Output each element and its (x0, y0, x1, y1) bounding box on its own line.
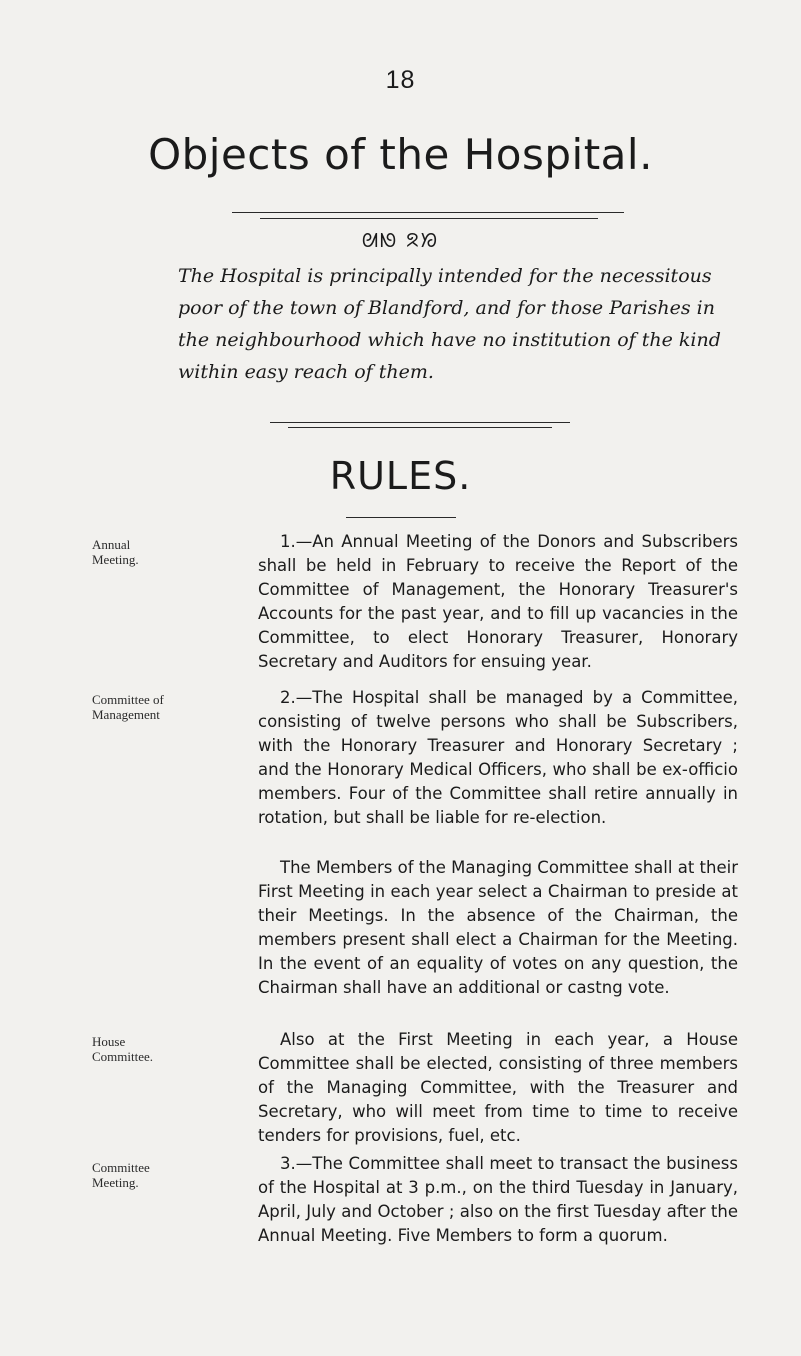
side-note-committee-of-management: Committee of Management (92, 692, 164, 722)
rule-2-paragraph: 2.—The Hospital shall be managed by a Committee, consisting of twelve persons who shall be Subscribers, with the Honorary Treasurer and Honorary Secretary ; and the Honorary Medical Officers, who shall be ex-officio members. Four of the Committee shall retire annually in rotation, but shall be liable for re-election. (258, 688, 738, 827)
title-divider-line (232, 212, 624, 213)
ornament-flourish: ᘛᘚ ᘝᘞ (361, 230, 440, 252)
rules-underline (346, 517, 456, 518)
rules-heading: RULES. (329, 454, 472, 498)
title-divider-line-short (260, 218, 598, 219)
rule-3-paragraph: 3.—The Committee shall meet to transact the business of the Hospital at 3 p.m., on the third Tuesday in January, April, July and October ; also on the first Tuesday after the Annual Meeting. Five Members to form a quorum. (258, 1154, 738, 1245)
section-divider-line (270, 422, 570, 423)
section-divider-line-short (288, 427, 552, 428)
intro-statement: The Hospital is principally intended for the necessitous poor of the town of Blandford, and for those Parishes in the neighbourhood which have no institution of the kind within easy reach of them. (178, 265, 721, 383)
house-committee-paragraph: Also at the First Meeting in each year, a House Committee shall be elected, consisting of three members of the Managing Committee, with the Treasurer and Secretary, who will meet from time to time to receive tenders for provisions, fuel, etc. (258, 1030, 738, 1145)
page-title: Objects of the Hospital. (148, 130, 653, 179)
side-note-committee-meeting: Committee Meeting. (92, 1160, 150, 1190)
rule-1-paragraph: 1.—An Annual Meeting of the Donors and Subscribers shall be held in February to receive the Report of the Committee of Management, the Honorary Treasurer's Accounts for the past year, and to fill up vacancies in the Committee, to elect Honorary Treasurer, Honorary Secretary and Auditors for ensuing year. (258, 532, 738, 671)
side-note-annual-meeting: Annual Meeting. (92, 537, 139, 567)
side-note-house-committee: House Committee. (92, 1034, 154, 1064)
chairman-paragraph: The Members of the Managing Committee shall at their First Meeting in each year select a Chairman to preside at their Meetings. In the absence of the Chairman, the members present shall elect a Chairman for the Meeting. In the event of an equality of votes on any question, the Chairman shall have an additional or castng vote. (258, 858, 738, 997)
page-number: 18 (385, 66, 416, 94)
